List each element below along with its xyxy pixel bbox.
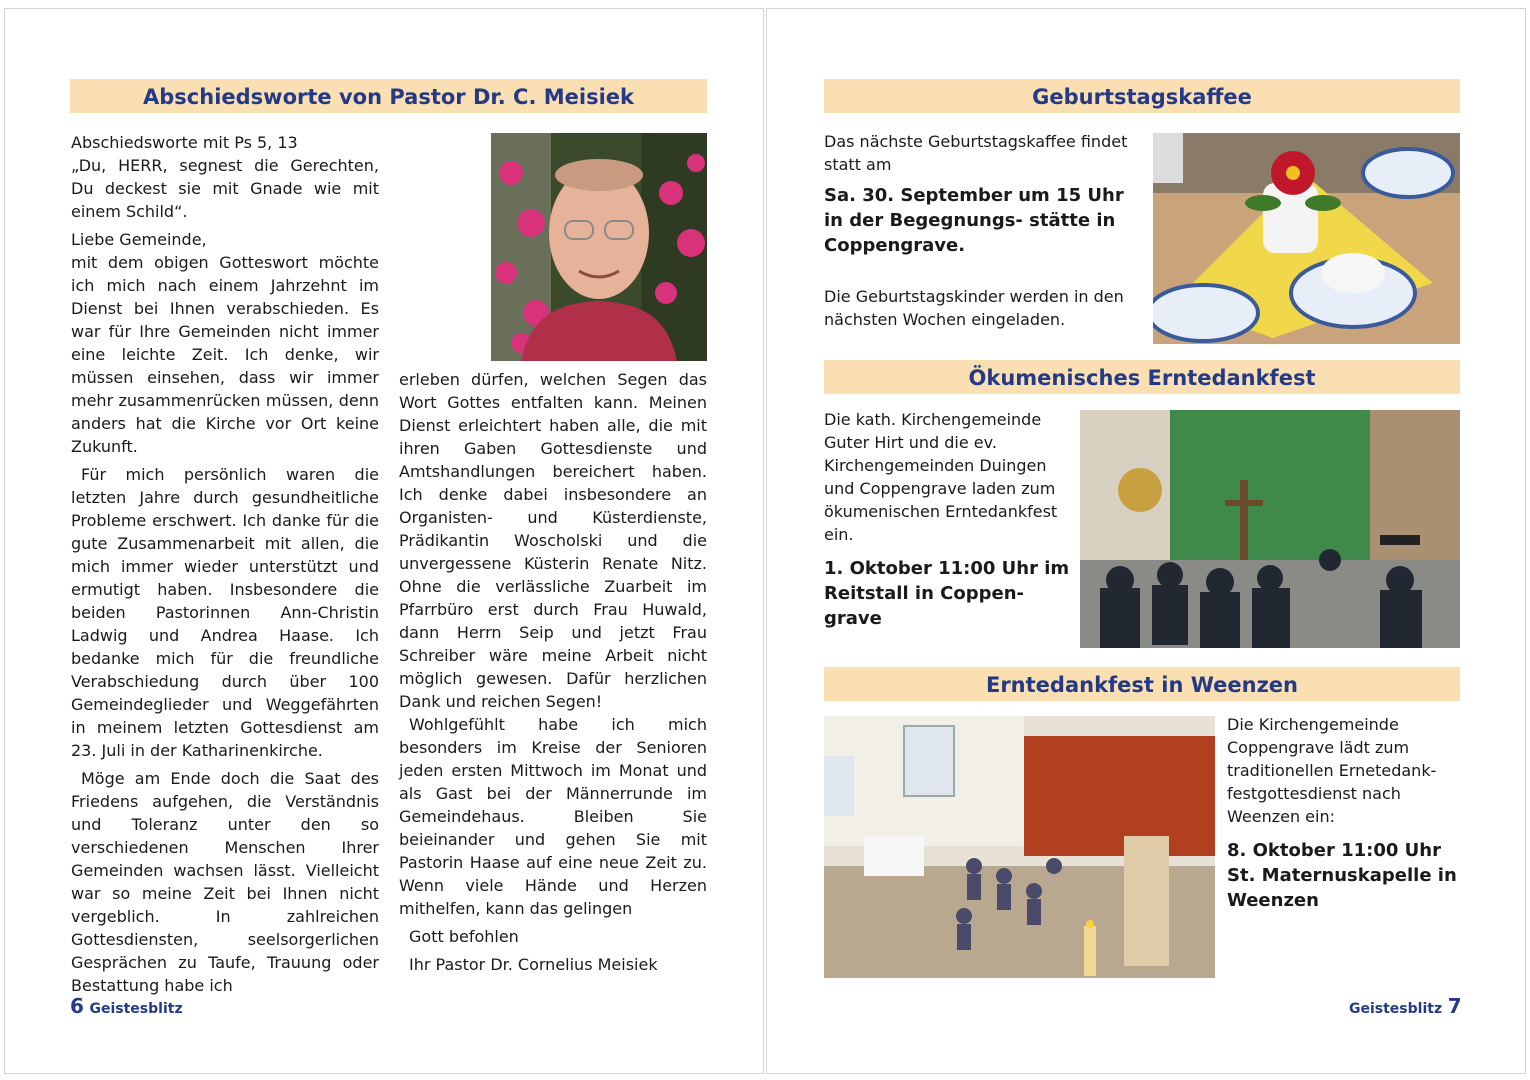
birthday-heading: Geburtstagskaffee: [824, 79, 1460, 113]
coffee-table-photo: [1153, 133, 1460, 344]
page-number-left: 6: [70, 994, 84, 1018]
farewell-signature: Ihr Pastor Dr. Cornelius Meisiek: [409, 955, 658, 974]
birthday-text: [824, 130, 1136, 331]
left-folio: [70, 994, 183, 1018]
right-folio: [1349, 994, 1461, 1018]
farewell-paragraph-1: mit dem obigen Gotteswort möchte ich mich nach einem Jahrzehnt im Dienst bei Ihnen verabschieden. Es war für Ihre Gemeinden nicht immer eine leichte Zeit. Ich denke, wir müssen einsehen, dass wir immer mehr zusammenrücken müssen, denn anders hat die Kirche vor Ort keine Zukunft.: [71, 253, 379, 456]
birthday-note: Die Geburtstagskinder werden in den nächsten Wochen eingeladen.: [824, 287, 1124, 329]
harvest-text: [824, 408, 1070, 631]
pastor-portrait-photo: [491, 133, 707, 361]
farewell-paragraph-3: Möge am Ende doch die Saat des Friedens aufgehen, die Verständnis und Toleranz unter den so verschiedenen Menschen Ihrer Gemeinden wachsen lässt. Vielleicht war so meine Zeit bei Ihnen nicht vergeblich. In zahlreichen Gottesdiensten, seelsorgerlichen Gesprächen zu Taufe, Trauung oder Bestattung habe ich: [71, 769, 379, 995]
harvest-service-photo: [1080, 410, 1460, 648]
weenzen-date: 8. Oktober 11:00 Uhr St. Maternuskapelle in Weenzen: [1227, 840, 1457, 911]
weenzen-heading: Erntedankfest in Weenzen: [824, 667, 1460, 701]
farewell-column-1: [71, 131, 379, 997]
weenzen-intro: Die Kirchengemeinde Coppengrave lädt zum traditionellen Ernetedank- festgottesdienst nach Weenzen ein:: [1227, 715, 1437, 826]
harvest-date: 1. Oktober 11:00 Uhr im Reitstall in Coppen- grave: [824, 558, 1070, 629]
weenzen-text: [1227, 713, 1460, 913]
farewell-column-2: [399, 368, 707, 976]
weenzen-church-photo: [824, 716, 1215, 978]
farewell-paragraph-5: Wohlgefühlt habe ich mich besonders im Kreise der Senioren jeden ersten Mittwoch im Monat und als Gast bei der Männerrunde im Gemeindehaus. Bleiben Sie beieinander und gehen Sie mit Pastorin Haase auf eine neue Zeit zu. Wenn viele Hände und Herzen mithelfen, kann das gelingen: [399, 715, 707, 918]
page-number-right: 7: [1447, 994, 1462, 1018]
farewell-salutation: Liebe Gemeinde,: [71, 230, 207, 249]
birthday-date: Sa. 30. September um 15 Uhr in der Begegnungs- stätte in Coppengrave.: [824, 185, 1124, 256]
farewell-psalm-ref: Abschiedsworte mit Ps 5, 13: [71, 133, 298, 152]
magazine-name-left: Geistesblitz: [89, 1001, 183, 1017]
farewell-paragraph-4: erleben dürfen, welchen Segen das Wort Gottes entfalten kann. Meinen Dienst erleichtert haben alle, die mit ihren Gaben Gottesdienste und Amtshandlungen bereichert haben. Ich denke dabei insbesondere an Organisten- und Küsterdienste, Prädikantin Woscholski und die unvergessene Küsterin Renate Nitz. Ohne die verlässliche Zuarbeit im Pfarrbüro erst durch Frau Huwald, dann Herrn Seip und jetzt Frau Schreiber wäre meine Arbeit nicht möglich gewesen. Dafür herzlichen Dank und reichen Segen!: [399, 370, 707, 711]
farewell-heading: Abschiedsworte von Pastor Dr. C. Meisiek: [70, 79, 707, 113]
farewell-closing: Gott befohlen: [409, 927, 519, 946]
birthday-intro: Das nächste Geburtstagskaffee findet statt am: [824, 132, 1128, 174]
farewell-psalm-quote: „Du, HERR, segnest die Gerechten, Du deckest sie mit Gnade wie mit einem Schild“.: [71, 156, 379, 221]
farewell-paragraph-2: Für mich persönlich waren die letzten Jahre durch gesundheitliche Probleme erschwert. Ich danke für die gute Zusammenarbeit mit allen, die mich immer wieder unterstützt und ermutigt haben. Insbesondere die beiden Pastorinnen Ann-Christin Ladwig und Andrea Haase. Ich bedanke mich für die freundliche Verabschiedung durch über 100 Gemeindeglieder und Weggefährten in meinem letzten Gottesdienst am 23. Juli in der Katharinenkirche.: [71, 465, 379, 760]
magazine-name-right: Geistesblitz: [1349, 1001, 1443, 1017]
harvest-intro: Die kath. Kirchengemeinde Guter Hirt und die ev. Kirchengemeinden Duingen und Coppengrave laden zum ökumenischen Erntedankfest ein.: [824, 410, 1058, 544]
harvest-heading: Ökumenisches Erntedankfest: [824, 360, 1460, 394]
